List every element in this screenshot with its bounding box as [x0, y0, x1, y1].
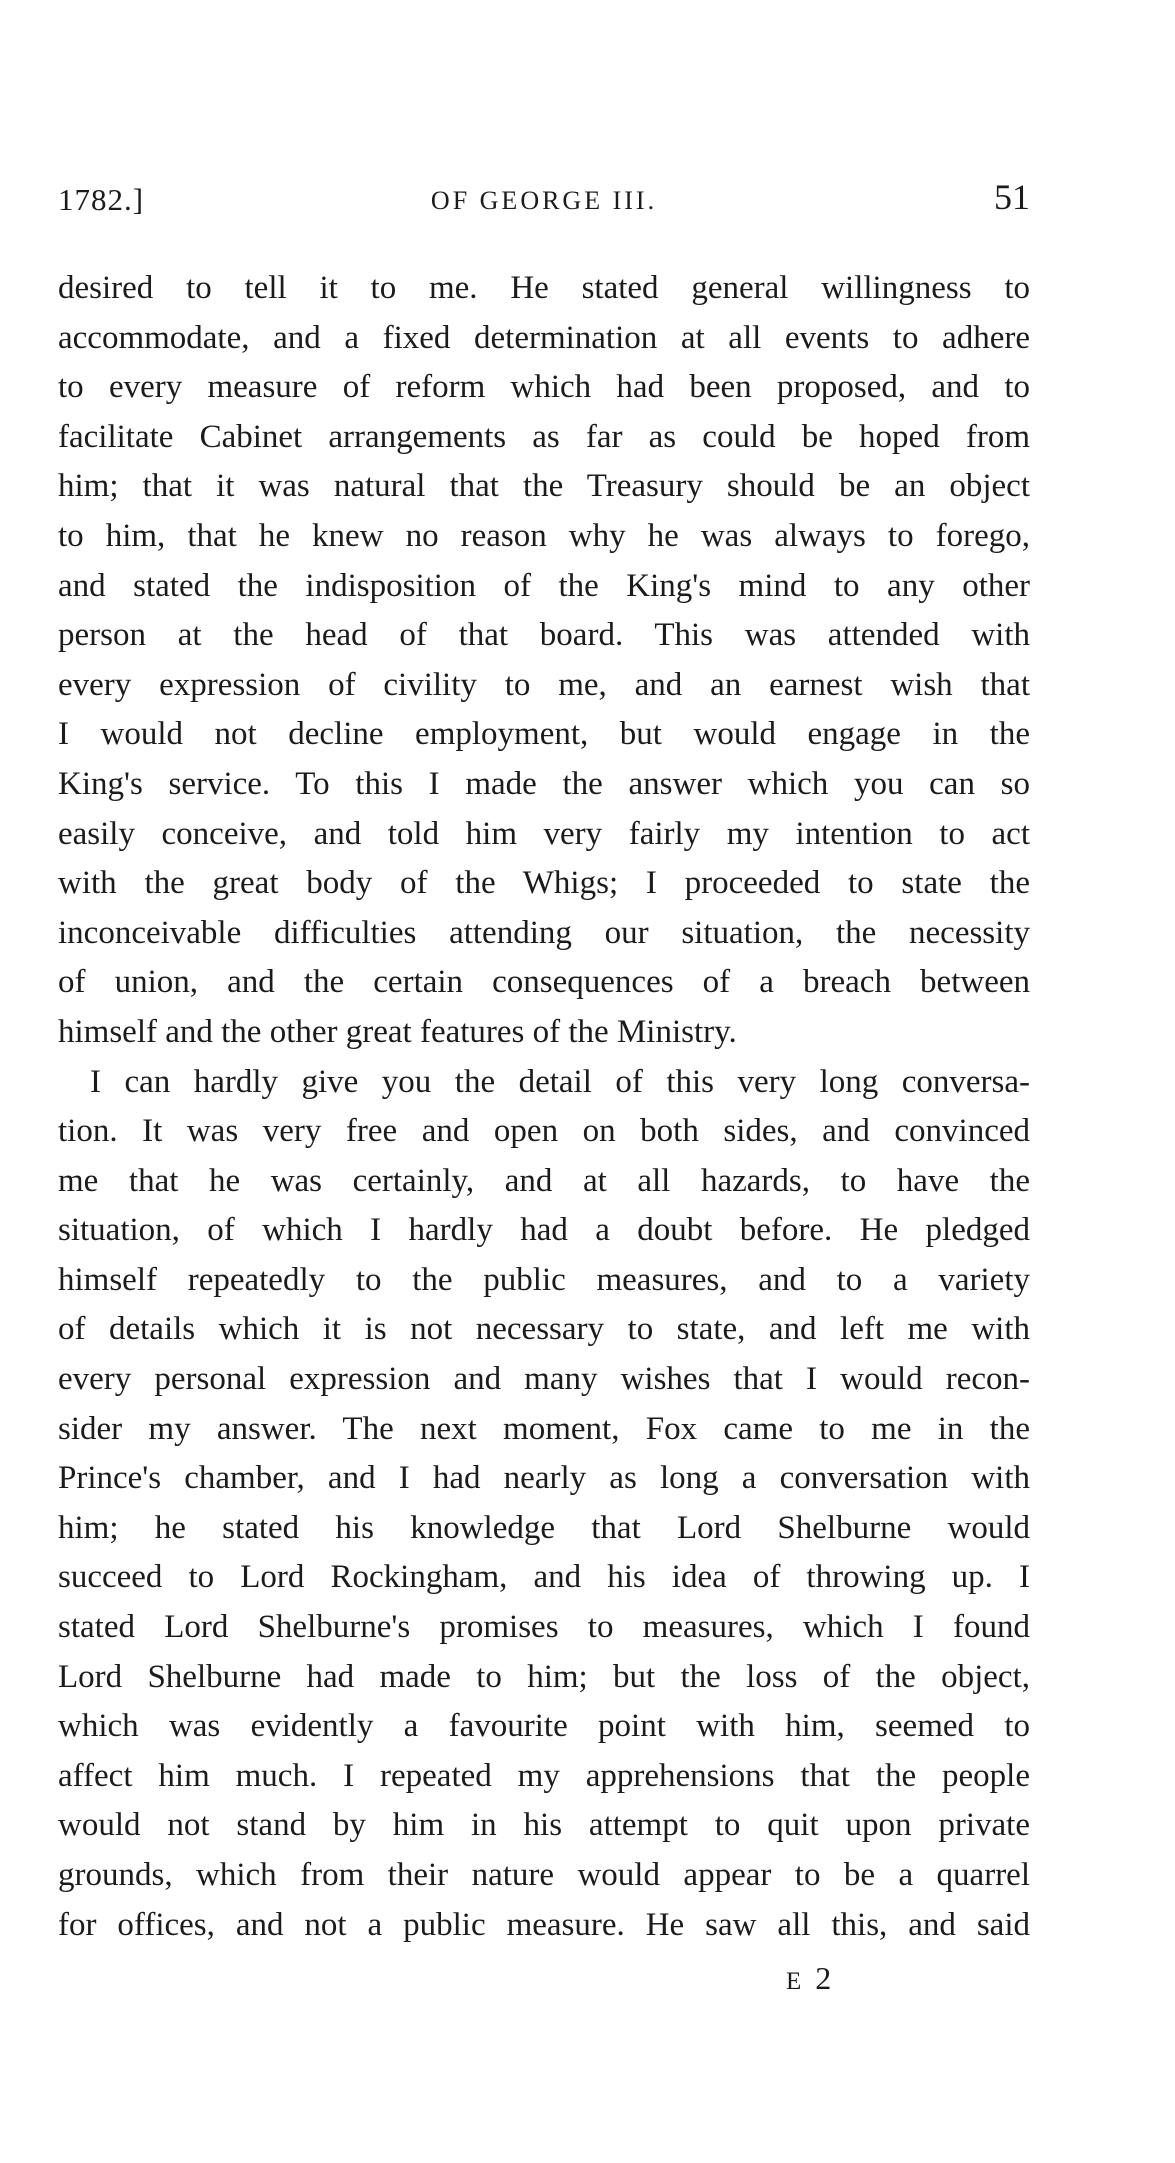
text-line: me that he was certainly, and at all hazards, to have the [58, 1162, 1030, 1199]
page-number: 51 [994, 177, 1030, 217]
text-line: himself repeatedly to the public measures, and to a variety [58, 1261, 1030, 1298]
text-line: I would not decline employment, but would engage in the [58, 716, 1030, 753]
text-line: of details which it is not necessary to state, and left me with [58, 1311, 1030, 1348]
text-line: would not stand by him in his attempt to quit upon private [58, 1807, 1030, 1844]
text-line: which was evidently a favourite point with him, seemed to [58, 1708, 1030, 1745]
text-line: every expression of civility to me, and an earnest wish that [58, 666, 1030, 703]
text-line: sider my answer. The next moment, Fox came to me in the [58, 1410, 1030, 1447]
text-line: to him, that he knew no reason why he was always to forego, [58, 517, 1030, 554]
running-head-title: OF GEORGE III. [430, 186, 658, 215]
text-line: succeed to Lord Rockingham, and his idea of throwing up. I [58, 1559, 1030, 1596]
text-line: for offices, and not a public measure. He saw all this, and said [58, 1906, 1030, 1943]
text-line: every personal expression and many wishes that I would recon- [58, 1361, 1030, 1398]
text-line: accommodate, and a fixed determination at all events to adhere [58, 319, 1030, 356]
running-head [58, 176, 1030, 226]
text-line: person at the head of that board. This was attended with [58, 617, 1030, 654]
text-line: to every measure of reform which had been proposed, and to [58, 369, 1030, 406]
text-line: him; that it was natural that the Treasury should be an object [58, 468, 1030, 505]
text-line: stated Lord Shelburne's promises to measures, which I found [58, 1609, 1030, 1646]
text-line: Prince's chamber, and I had nearly as long a conversation with [58, 1460, 1030, 1497]
body-text [58, 264, 1030, 1950]
text-line: affect him much. I repeated my apprehensions that the people [58, 1757, 1030, 1794]
text-line: of union, and the certain consequences of a breach between [58, 964, 1030, 1001]
text-line: and stated the indisposition of the King's mind to any other [58, 567, 1030, 604]
text-line: situation, of which I hardly had a doubt before. He pledged [58, 1212, 1030, 1249]
text-line: King's service. To this I made the answer which you can so [58, 765, 1030, 802]
signature-letter: E [786, 1968, 806, 1995]
text-line: with the great body of the Whigs; I proceeded to state the [58, 865, 1030, 902]
text-line: Lord Shelburne had made to him; but the loss of the object, [58, 1658, 1030, 1695]
text-line: facilitate Cabinet arrangements as far as could be hoped from [58, 418, 1030, 455]
signature-number: 2 [815, 1960, 834, 1996]
paragraph-start-line: I can hardly give you the detail of this very long conversa- [90, 1063, 1030, 1100]
signature-mark [786, 1960, 833, 1997]
text-line: him; he stated his knowledge that Lord Shelburne would [58, 1509, 1030, 1546]
text-line: tion. It was very free and open on both sides, and convinced [58, 1113, 1030, 1150]
text-line: grounds, which from their nature would appear to be a quarrel [58, 1857, 1030, 1893]
text-line: inconceivable difficulties attending our situation, the necessity [58, 914, 1030, 951]
running-head-date: 1782.] [58, 182, 145, 217]
text-line: easily conceive, and told him very fairly my intention to act [58, 815, 1030, 852]
text-line: desired to tell it to me. He stated general willingness to [58, 270, 1030, 306]
paragraph-end-line: himself and the other great features of the Ministry. [58, 1013, 737, 1050]
